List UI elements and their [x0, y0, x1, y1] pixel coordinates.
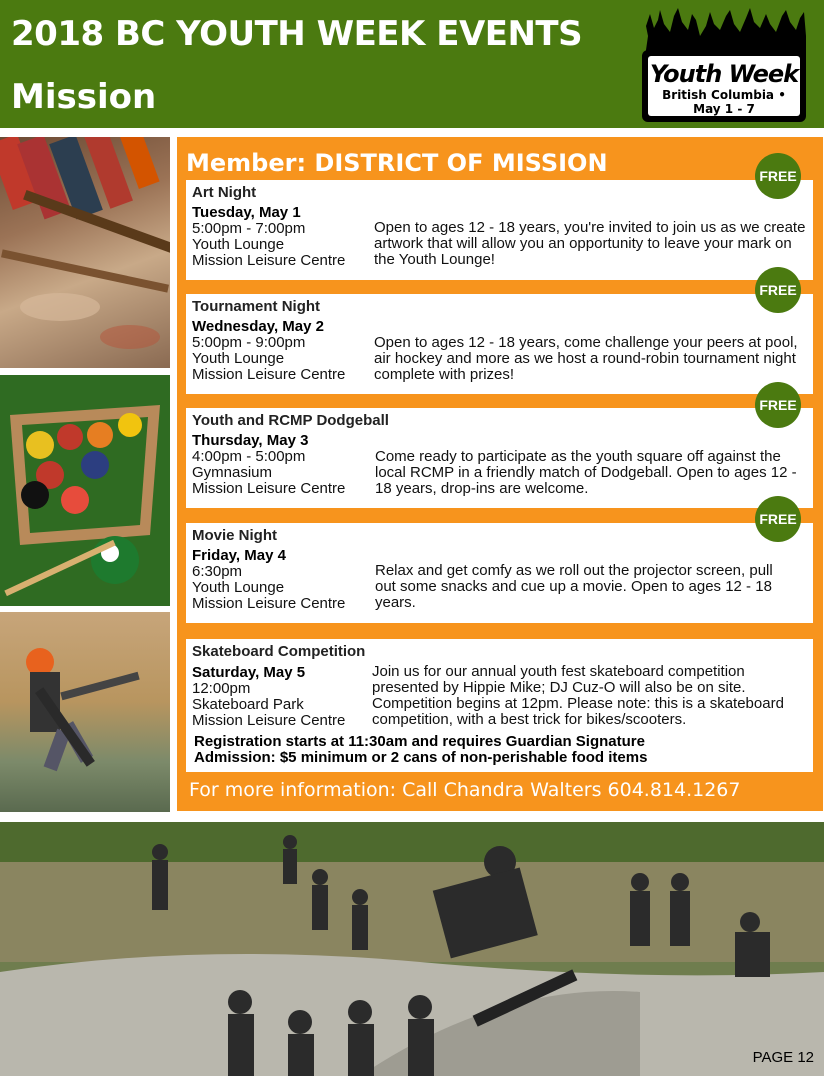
- billiard-balls-photo: [0, 375, 170, 606]
- admission-note: Admission: $5 minimum or 2 cans of non-perishable food items: [194, 749, 648, 766]
- paint-brushes-photo: [0, 137, 170, 368]
- event-date: Tuesday, May 1: [192, 204, 301, 221]
- event-time: 4:00pm - 5:00pm: [192, 448, 306, 465]
- event-title: Movie Night: [192, 527, 277, 544]
- event-venue: Youth Lounge: [192, 579, 285, 596]
- event-description: Relax and get comfy as we roll out the projector screen, pull out some snacks and cue up a movie. Open to ages 12 - 18 years.: [375, 562, 773, 611]
- event-description: Join us for our annual youth fest skateboard competition presented by Hippie Mike; DJ Cuz-O will also be on site. Competition begins at 12pm. Please note: this is a skateboard competition, with a best trick for bikes/scooters.: [372, 663, 784, 728]
- event-venue: Gymnasium: [192, 464, 273, 481]
- logo-inner: [648, 56, 800, 116]
- event-date: Wednesday, May 2: [192, 318, 324, 335]
- registration-note: Registration starts at 11:30am and requires Guardian Signature: [194, 733, 645, 750]
- event-venue: Youth Lounge: [192, 350, 285, 367]
- event-time: 12:00pm: [192, 680, 251, 697]
- skateboarder-photo: [0, 612, 170, 812]
- event-venue: Youth Lounge: [192, 236, 285, 253]
- event-description: Open to ages 12 - 18 years, come challenge your peers at pool, air hockey and more as we host a round-robin tournament night complete with prizes!: [374, 334, 798, 383]
- event-location: Mission Leisure Centre: [192, 712, 346, 729]
- page-subtitle: Mission: [11, 77, 157, 117]
- event-date: Friday, May 4: [192, 547, 286, 564]
- billiard-balls-illustration: [0, 375, 170, 606]
- event-card-movie-night: [186, 523, 813, 623]
- event-description: Come ready to participate as the youth square off against the local RCMP in a friendly match of Dodgeball. Open to ages 12 - 18 years, drop-ins are welcome.: [375, 448, 797, 497]
- skatepark-illustration: [0, 822, 824, 1076]
- event-card-dodgeball: [186, 408, 813, 508]
- event-title: Tournament Night: [192, 298, 321, 315]
- event-title: Youth and RCMP Dodgeball: [192, 412, 389, 429]
- page-title: 2018 BC YOUTH WEEK EVENTS: [11, 14, 583, 54]
- event-title: Skateboard Competition: [192, 643, 366, 660]
- logo-frame: [642, 50, 806, 122]
- logo-title: Youth Week: [649, 60, 799, 88]
- logo-subtitle: British Columbia • May 1 - 7: [662, 88, 786, 116]
- youth-week-logo: [640, 6, 810, 124]
- event-location: Mission Leisure Centre: [192, 252, 346, 269]
- event-time: 5:00pm - 7:00pm: [192, 220, 306, 237]
- skateboarder-illustration: [0, 612, 170, 812]
- event-venue: Skateboard Park: [192, 696, 304, 713]
- event-date: Saturday, May 5: [192, 664, 306, 681]
- event-time: 6:30pm: [192, 563, 243, 580]
- free-badge: FREE: [755, 153, 801, 199]
- event-card-skateboard-competition: [186, 639, 813, 772]
- free-badge: FREE: [755, 382, 801, 428]
- page-header: [0, 0, 824, 128]
- event-card-tournament-night: [186, 294, 813, 394]
- event-location: Mission Leisure Centre: [192, 366, 346, 383]
- event-time: 5:00pm - 9:00pm: [192, 334, 306, 351]
- more-info: For more information: Call Chandra Walters 604.814.1267: [189, 779, 741, 801]
- event-description: Open to ages 12 - 18 years, you're invited to join us as we create artwork that will allow you an opportunity to leave your mark on the Youth Lounge!: [374, 219, 806, 268]
- member-heading: Member: DISTRICT OF MISSION: [186, 149, 608, 177]
- event-location: Mission Leisure Centre: [192, 595, 346, 612]
- event-title: Art Night: [192, 184, 257, 201]
- paint-tubes-illustration: [0, 137, 170, 368]
- free-badge: FREE: [755, 267, 801, 313]
- event-card-art-night: [186, 180, 813, 280]
- skatepark-photo: [0, 822, 824, 1076]
- event-date: Thursday, May 3: [192, 432, 309, 449]
- event-location: Mission Leisure Centre: [192, 480, 346, 497]
- events-panel: [177, 137, 823, 811]
- free-badge: FREE: [755, 496, 801, 542]
- page-number: PAGE 12: [752, 1049, 814, 1066]
